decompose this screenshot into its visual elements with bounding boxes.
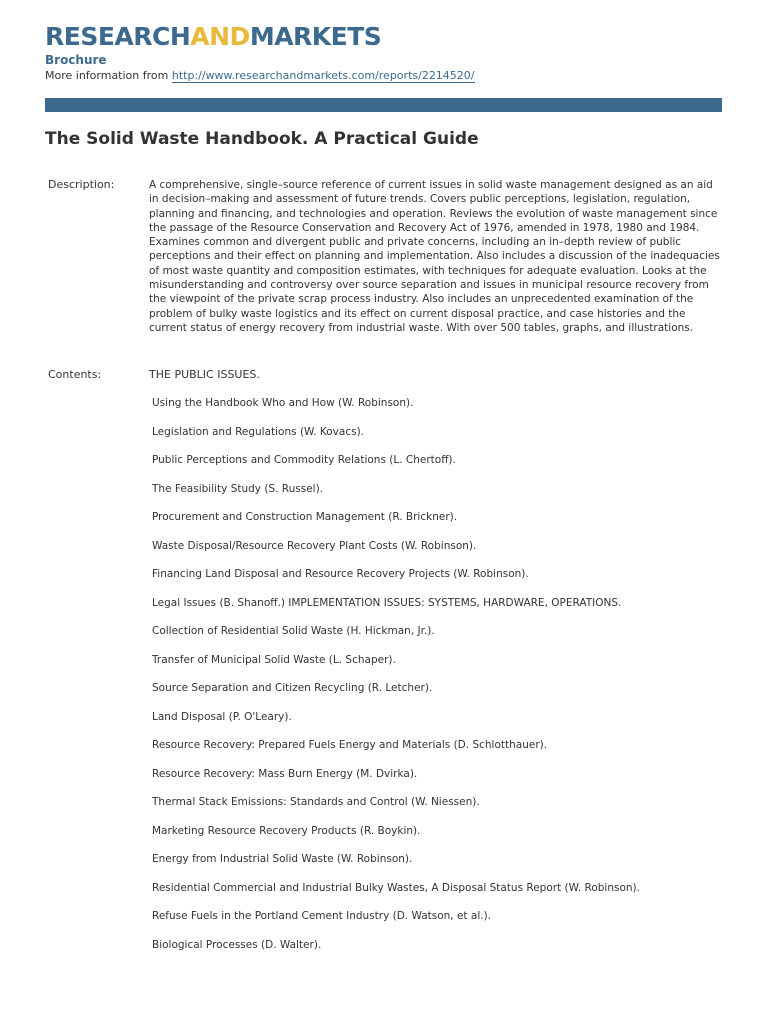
researchandmarkets-logo <box>45 22 381 52</box>
contents-item: Financing Land Disposal and Resource Recovery Projects (W. Robinson). <box>152 568 529 580</box>
contents-item: Collection of Residential Solid Waste (H. Hickman, Jr.). <box>152 625 435 637</box>
logo-research: RESEARCH <box>45 22 191 51</box>
description-label: Description: <box>48 178 115 191</box>
brochure-label: Brochure <box>45 53 107 67</box>
contents-heading: THE PUBLIC ISSUES. <box>149 368 260 381</box>
header-divider-bar <box>45 98 722 112</box>
contents-label: Contents: <box>48 368 102 381</box>
contents-item: Marketing Resource Recovery Products (R. Boykin). <box>152 824 421 837</box>
contents-item: Source Separation and Citizen Recycling (R. Letcher). <box>152 682 433 694</box>
logo-and: AND <box>190 22 250 51</box>
contents-item: Refuse Fuels in the Portland Cement Industry (D. Watson, et al.). <box>152 910 492 922</box>
contents-item: Using the Handbook Who and How (W. Robinson). <box>152 397 414 409</box>
logo-markets: MARKETS <box>249 22 382 51</box>
contents-item: Resource Recovery: Prepared Fuels Energy and Materials (D. Schlotthauer). <box>152 739 548 751</box>
contents-item: Waste Disposal/Resource Recovery Plant Costs (W. Robinson). <box>152 539 477 552</box>
contents-item: Legislation and Regulations (W. Kovacs). <box>152 425 365 438</box>
contents-item: The Feasibility Study (S. Russel). <box>152 482 324 495</box>
report-link[interactable]: http://www.researchandmarkets.com/reports/2214520/ <box>171 69 475 82</box>
more-info-line <box>45 69 475 82</box>
more-info-prefix: More information from <box>45 69 169 82</box>
contents-item: Land Disposal (P. O'Leary). <box>152 710 292 723</box>
contents-item: Thermal Stack Emissions: Standards and Control (W. Niessen). <box>152 796 480 808</box>
contents-list <box>152 397 640 967</box>
contents-item: Resource Recovery: Mass Burn Energy (M. Dvirka). <box>152 767 418 780</box>
contents-item: Biological Processes (D. Walter). <box>152 938 322 951</box>
page-title: The Solid Waste Handbook. A Practical Guide <box>45 129 479 149</box>
contents-item: Residential Commercial and Industrial Bulky Wastes, A Disposal Status Report (W. Robinson). <box>152 881 640 894</box>
contents-item: Public Perceptions and Commodity Relations (L. Chertoff). <box>152 454 456 466</box>
contents-item: Energy from Industrial Solid Waste (W. Robinson). <box>152 853 413 865</box>
contents-item: Procurement and Construction Management (R. Brickner). <box>152 511 458 523</box>
contents-item: Legal Issues (B. Shanoff.) IMPLEMENTATION ISSUES: SYSTEMS, HARDWARE, OPERATIONS. <box>152 596 622 609</box>
description-text: A comprehensive, single–source reference of current issues in solid waste management designed as an aid in decision–making and assessment of future trends. Covers public perceptions, legislation, regulation, planning and financing, and technologies and operation. Reviews the evolution of waste management since the passage of the Resource Conservation and Recovery Act of 1976, amended in 1978, 1980 and 1984. Examines common and divergent public and private concerns, including an in–depth review of public perceptions and their effect on planning and implementation. Also includes a discussion of the inadequacies of most waste quantity and composition estimates, with techniques for adequate evaluation. Looks at the misunderstanding and controversy over source separation and issues in municipal resource recovery from the viewpoint of the private scrap process industry. Also includes an unprecedented examination of the problem of bulky waste logistics and its effect on current disposal practice, and case histories and the current status of energy recovery from industrial waste. With over 500 tables, graphs, and illustrations. <box>149 179 720 334</box>
contents-item: Transfer of Municipal Solid Waste (L. Schaper). <box>152 653 396 666</box>
